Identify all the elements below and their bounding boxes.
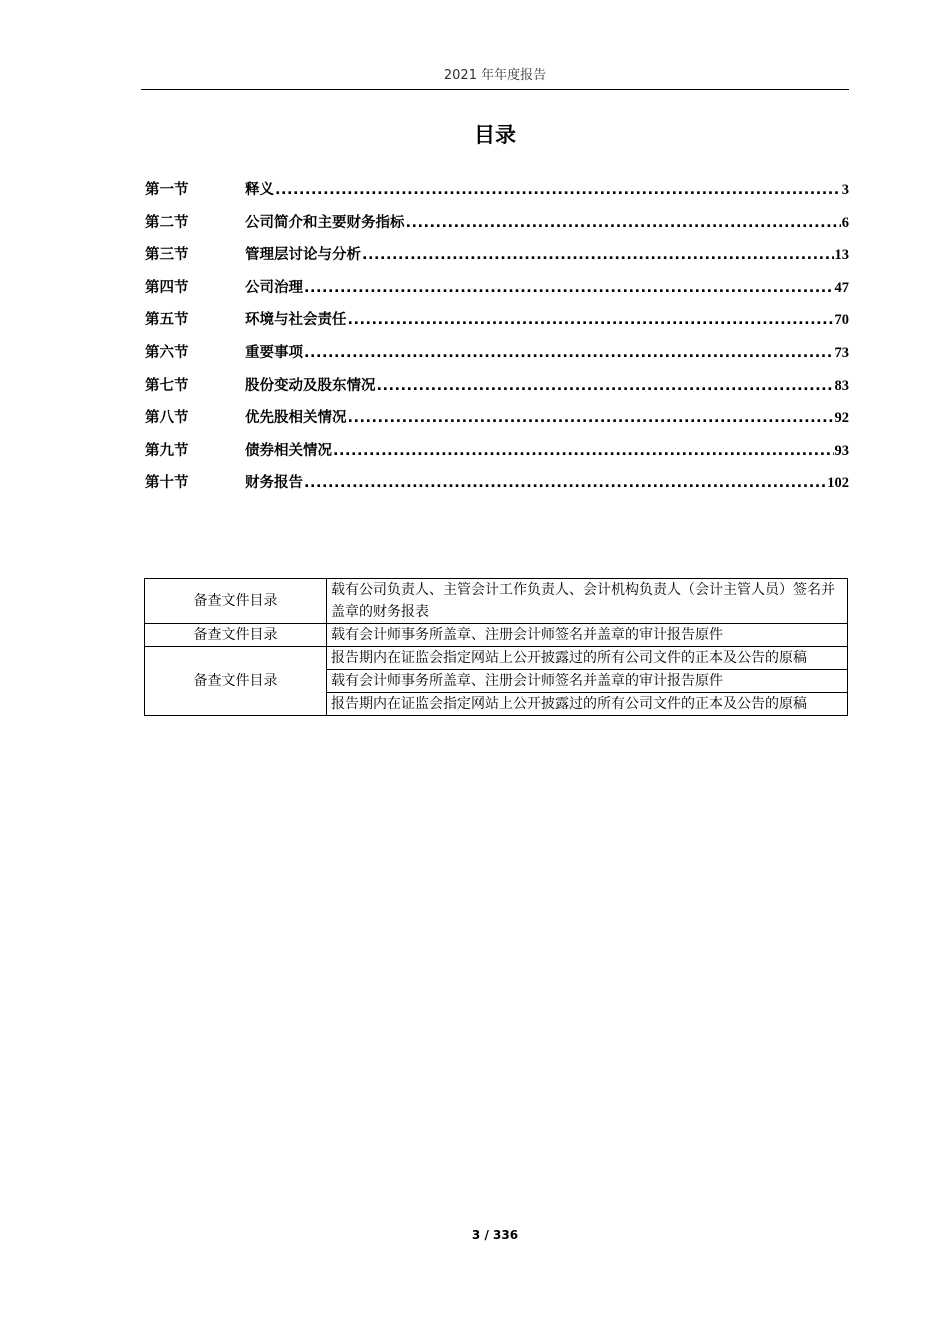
- table-cell-description: 载有公司负责人、主管会计工作负责人、会计机构负责人（会计主管人员）签名并盖章的财务报表: [327, 579, 848, 624]
- toc-page-number: 83: [834, 377, 849, 394]
- toc-section-number: 第七节: [145, 377, 189, 394]
- toc-page-number: 13: [834, 247, 849, 264]
- toc-entry[interactable]: [145, 341, 849, 374]
- toc-page-number: 102: [827, 475, 849, 492]
- table-row: [145, 579, 848, 624]
- toc-section-number: 第四节: [145, 279, 189, 296]
- toc-leader-dots: [304, 280, 834, 296]
- table-cell-description: 报告期内在证监会指定网站上公开披露过的所有公司文件的正本及公告的原稿: [327, 647, 848, 670]
- table-cell-label: 备查文件目录: [145, 647, 327, 716]
- table-of-contents: [145, 178, 849, 504]
- toc-entry[interactable]: [145, 178, 849, 211]
- toc-section-number: 第六节: [145, 344, 189, 361]
- toc-page-number: 93: [834, 442, 849, 459]
- toc-entry[interactable]: [145, 406, 849, 439]
- toc-leader-dots: [377, 378, 834, 394]
- toc-entry[interactable]: [145, 374, 849, 407]
- table-cell-label: 备查文件目录: [145, 579, 327, 624]
- toc-title: 目录: [474, 123, 516, 147]
- toc-section-title: 环境与社会责任: [245, 312, 347, 329]
- toc-leader-dots: [348, 410, 834, 426]
- table-cell-description: 载有会计师事务所盖章、注册会计师签名并盖章的审计报告原件: [327, 670, 848, 693]
- toc-section-number: 第二节: [145, 214, 189, 231]
- toc-page-number: 6: [841, 214, 849, 231]
- table-cell-description: 载有会计师事务所盖章、注册会计师签名并盖章的审计报告原件: [327, 624, 848, 647]
- toc-section-number: 第三节: [145, 247, 189, 264]
- toc-page-number: 47: [834, 279, 849, 296]
- toc-page-number: 3: [841, 182, 849, 198]
- table-row: [145, 647, 848, 670]
- toc-page-number: 73: [834, 344, 849, 361]
- toc-section-title: 释义: [245, 182, 274, 198]
- table-cell-description: 报告期内在证监会指定网站上公开披露过的所有公司文件的正本及公告的原稿: [327, 693, 848, 716]
- page-header: 2021 年年度报告: [443, 68, 547, 83]
- toc-section-number: 第十节: [145, 475, 189, 492]
- toc-page-number: 70: [834, 312, 849, 329]
- toc-leader-dots: [304, 345, 834, 361]
- toc-section-title: 优先股相关情况: [245, 410, 347, 427]
- header-divider: [141, 89, 849, 90]
- toc-leader-dots: [348, 312, 834, 328]
- toc-section-title: 重要事项: [245, 344, 303, 361]
- toc-entry[interactable]: [145, 439, 849, 472]
- toc-section-title: 公司治理: [245, 279, 303, 296]
- toc-leader-dots: [406, 215, 841, 231]
- toc-section-number: 第一节: [145, 182, 189, 198]
- toc-leader-dots: [304, 475, 826, 491]
- toc-page-number: 92: [834, 410, 849, 427]
- toc-section-title: 股份变动及股东情况: [245, 377, 376, 394]
- toc-section-number: 第八节: [145, 410, 189, 427]
- toc-entry[interactable]: [145, 243, 849, 276]
- page-number-footer: 3 / 336: [471, 1228, 519, 1242]
- toc-entry[interactable]: [145, 308, 849, 341]
- reference-documents-table: [144, 578, 848, 716]
- toc-section-number: 第九节: [145, 442, 189, 459]
- table-cell-label: 备查文件目录: [145, 624, 327, 647]
- toc-section-number: 第五节: [145, 312, 189, 329]
- toc-leader-dots: [362, 247, 834, 263]
- toc-entry[interactable]: [145, 211, 849, 244]
- toc-section-title: 债券相关情况: [245, 442, 332, 459]
- toc-section-title: 管理层讨论与分析: [245, 247, 361, 264]
- toc-section-title: 公司简介和主要财务指标: [245, 214, 405, 231]
- toc-leader-dots: [275, 182, 841, 198]
- toc-entry[interactable]: [145, 471, 849, 504]
- table-row: [145, 624, 848, 647]
- toc-leader-dots: [333, 443, 834, 459]
- toc-section-title: 财务报告: [245, 475, 303, 492]
- toc-entry[interactable]: [145, 276, 849, 309]
